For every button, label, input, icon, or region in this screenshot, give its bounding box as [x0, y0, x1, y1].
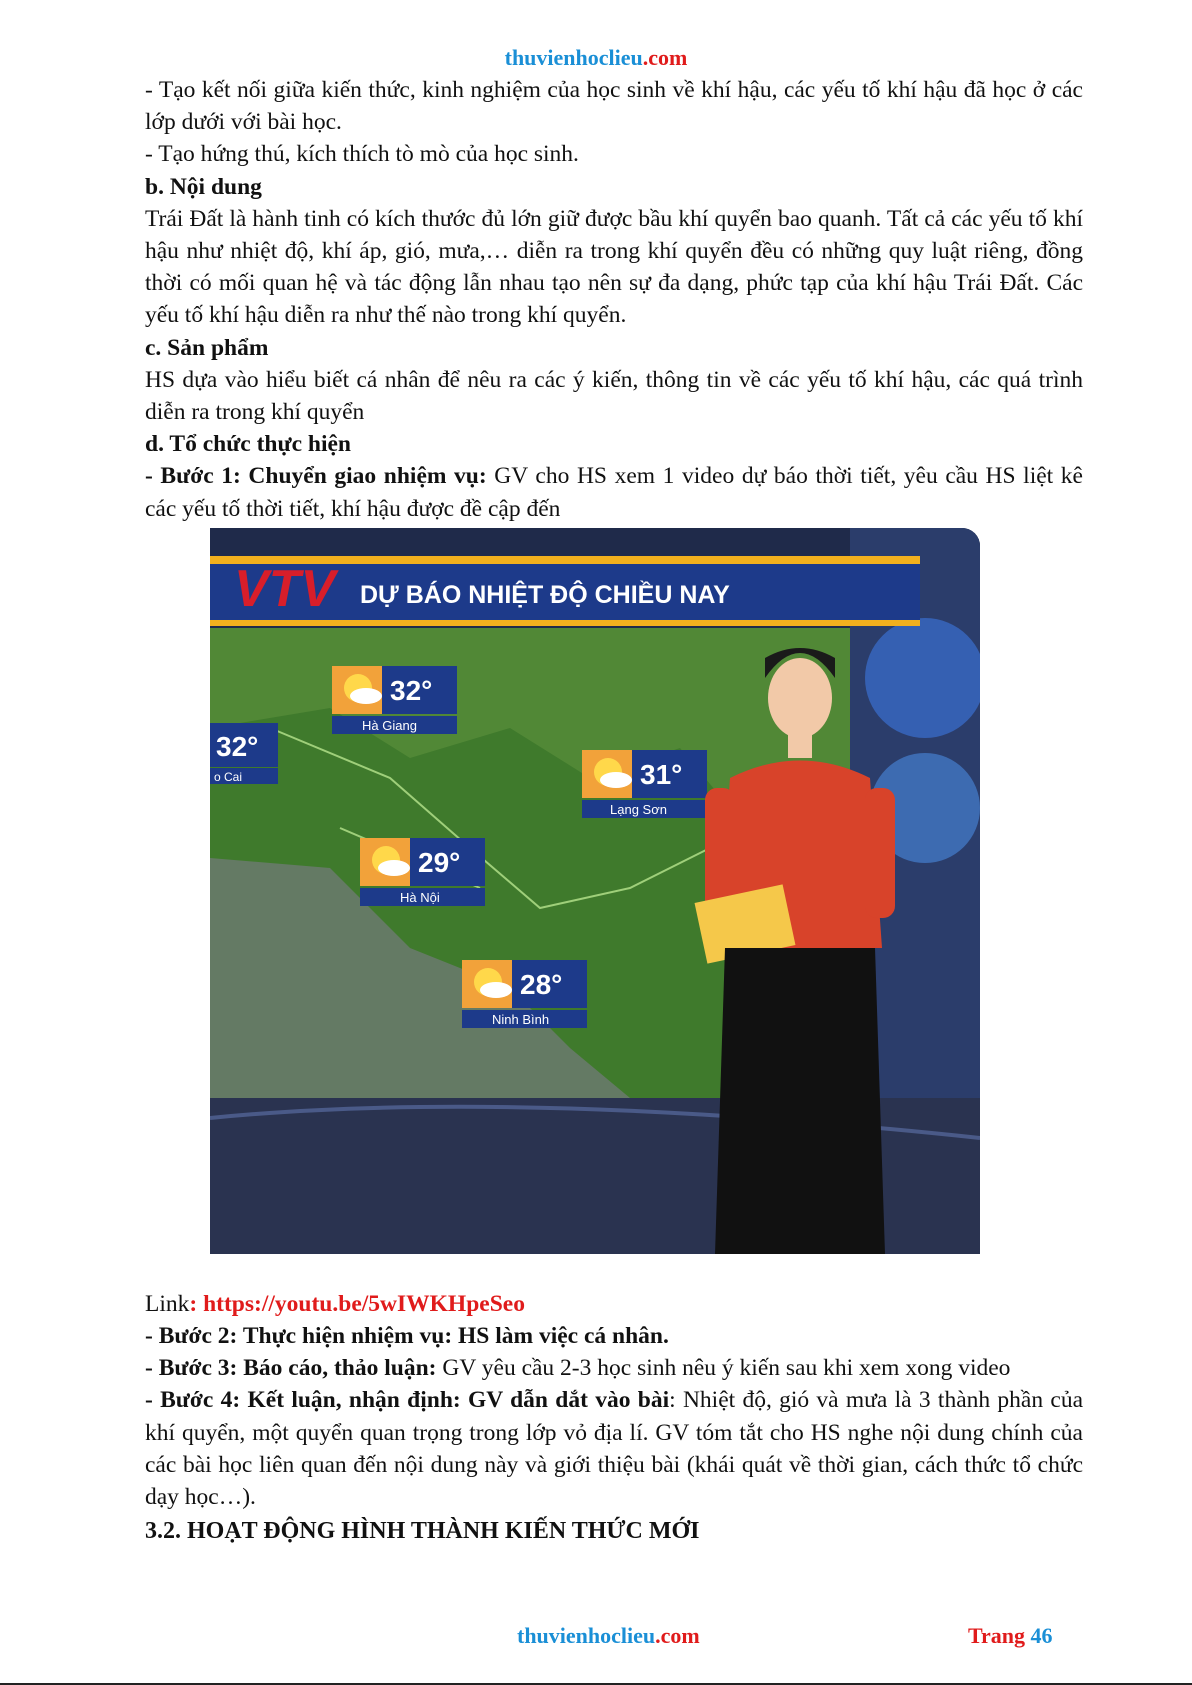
station-ha-noi: [360, 838, 485, 906]
city-ha-noi: Hà Nội: [400, 889, 440, 905]
heading-c: c. Sản phẩm: [145, 334, 269, 361]
banner-title: DỰ BÁO NHIỆT ĐỘ CHIỀU NAY: [360, 580, 730, 609]
page-number: [968, 1623, 1053, 1649]
temp-lang-son: 31°: [640, 758, 683, 790]
header-site: [0, 45, 1192, 71]
station-lao-cai: [210, 723, 278, 784]
temp-lao-cai: 32°: [216, 730, 259, 762]
city-ninh-binh: Ninh Bình: [492, 1011, 550, 1027]
step-2: - Bước 2: Thực hiện nhiệm vụ: HS làm việc cá nhân.: [145, 1323, 669, 1350]
footer-site-part2: .com: [655, 1623, 700, 1648]
city-ha-giang: Hà Giang: [362, 717, 417, 733]
temp-ha-noi: 29°: [418, 846, 461, 878]
link-line: [145, 1288, 1083, 1320]
site-name-part2: .com: [642, 45, 688, 70]
link-label: Link: [145, 1290, 190, 1317]
station-lang-son: [582, 750, 707, 818]
page-num: 46: [1030, 1623, 1053, 1648]
objective-2: - Tạo hứng thú, kích thích tò mò của học sinh.: [145, 141, 579, 168]
temp-ninh-binh: 28°: [520, 968, 563, 1000]
page-label: Trang: [968, 1623, 1031, 1648]
step-4: - Bước 4: Kết luận, nhận định: GV dẫn dắt vào bài: Nhiệt độ, gió và mưa là 3 thành phần của khí quyển, một quyển quan trọng trong lớp vỏ địa lí. GV tóm tắt cho HS nghe nội dung chính của các bài học liên quan đến nội dung này và giới thiệu bài (khái quát về thời gian, cách thức tổ chức dạy học…).: [145, 1387, 1083, 1511]
section-heading-3-2: 3.2. HOẠT ĐỘNG HÌNH THÀNH KIẾN THỨC MỚI: [145, 1518, 700, 1545]
footer-site-part1: thuvienhoclieu: [517, 1623, 656, 1648]
content-paragraph: Trái Đất là hành tinh có kích thước đủ lớn giữ được bầu khí quyển bao quanh. Tất cả các yếu tố khí hậu như nhiệt độ, khí áp, gió, mưa,… diễn ra trong khí quyển đều có những quy luật riêng, đồng thời có mối quan hệ và tác động lẫn nhau tạo nên sự đa dạng, phức tạp của khí hậu Trái Đất. Các yếu tố khí hậu diễn ra như thế nào trong khí quyển.: [145, 205, 1083, 329]
objective-1: - Tạo kết nối giữa kiến thức, kinh nghiệm của học sinh về khí hậu, các yếu tố khí hậu đã học ở các lớp dưới với bài học.: [145, 77, 1083, 136]
temp-ha-giang: 32°: [390, 674, 433, 706]
vtv-logo: VTV: [234, 559, 336, 618]
video-link[interactable]: : https://youtu.be/5wIWKHpeSeo: [189, 1290, 525, 1317]
product-paragraph: HS dựa vào hiểu biết cá nhân để nêu ra các ý kiến, thông tin về các yếu tố khí hậu, các quá trình diễn ra trong khí quyển: [145, 366, 1083, 426]
heading-b: b. Nội dung: [145, 173, 262, 200]
station-ninh-binh: [462, 960, 587, 1028]
footer-site: [517, 1623, 700, 1649]
site-name-part1: thuvienhoclieu: [504, 45, 643, 70]
document-body: [145, 74, 1083, 1547]
station-ha-giang: [332, 666, 457, 734]
city-lao-cai: o Cai: [214, 769, 243, 784]
step-1: - Bước 1: Chuyển giao nhiệm vụ: GV cho HS xem 1 video dự báo thời tiết, yêu cầu HS liệt kê các yếu tố thời tiết, khí hậu được đề cập đến: [145, 463, 1083, 522]
weather-forecast-image: [210, 528, 980, 1254]
city-lang-son: Lạng Sơn: [610, 801, 667, 817]
step-3: - Bước 3: Báo cáo, thảo luận: GV yêu cầu 2-3 học sinh nêu ý kiến sau khi xem xong video: [145, 1355, 1011, 1382]
heading-d: d. Tổ chức thực hiện: [145, 431, 352, 458]
